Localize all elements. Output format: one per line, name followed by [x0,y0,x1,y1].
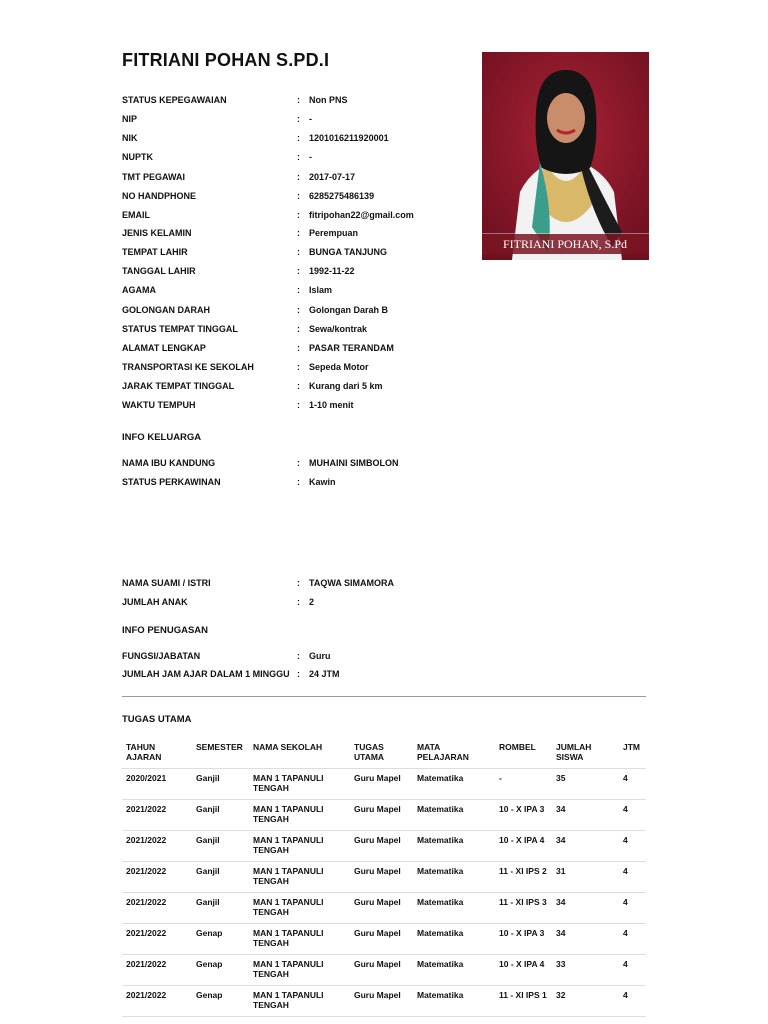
table-cell: Genap [192,924,249,955]
column-header: TUGAS UTAMA [350,738,413,769]
table-cell: 34 [552,831,619,862]
table-row [122,800,646,831]
table-cell: Guru Mapel [350,831,413,862]
table-cell: Ganjil [192,862,249,893]
field-waktu-tempuh: WAKTU TEMPUH : 1-10 menit [122,400,354,410]
table-cell: Genap [192,986,249,1017]
field-nuptk: NUPTK : - [122,152,312,162]
table-cell: 4 [619,924,646,955]
table-cell: 4 [619,893,646,924]
field-nama-suami-istri: NAMA SUAMI / ISTRI : TAQWA SIMAMORA [122,578,394,588]
field-no-handphone: NO HANDPHONE : 6285275486139 [122,191,375,201]
table-cell: 35 [552,769,619,800]
table-row [122,862,646,893]
field-status-kepegawaian: STATUS KEPEGAWAIAN : Non PNS [122,95,348,105]
table-cell: 2021/2022 [122,955,192,986]
table-cell: 4 [619,862,646,893]
table-cell: MAN 1 TAPANULI TENGAH [249,986,350,1017]
column-header: NAMA SEKOLAH [249,738,350,769]
table-header-row [122,738,646,769]
table-cell: 2021/2022 [122,800,192,831]
table-row [122,769,646,800]
table-cell: MAN 1 TAPANULI TENGAH [249,955,350,986]
field-tmt-pegawai: TMT PEGAWAI : 2017-07-17 [122,172,356,182]
profile-photo [482,52,649,260]
table-cell: 2021/2022 [122,924,192,955]
table-cell: Guru Mapel [350,800,413,831]
column-header: MATA PELAJARAN [413,738,495,769]
field-nip: NIP : - [122,114,312,124]
teacher-name: FITRIANI POHAN S.PD.I [122,50,330,70]
table-cell: Guru Mapel [350,769,413,800]
table-cell: 2021/2022 [122,831,192,862]
table-cell: MAN 1 TAPANULI TENGAH [249,769,350,800]
field-fungsi-jabatan: FUNGSI/JABATAN : Guru [122,651,331,661]
table-cell: Matematika [413,769,495,800]
column-header: TAHUN AJARAN [122,738,192,769]
field-tanggal-lahir: TANGGAL LAHIR : 1992-11-22 [122,266,355,276]
table-cell: MAN 1 TAPANULI TENGAH [249,893,350,924]
tugas-utama-table [122,738,646,1017]
table-cell: Matematika [413,862,495,893]
field-jenis-kelamin: JENIS KELAMIN : Perempuan [122,228,359,238]
table-row [122,955,646,986]
section-divider [122,696,646,697]
table-cell: 2020/2021 [122,769,192,800]
section-title-info-penugasan: INFO PENUGASAN [122,625,209,636]
table-cell: Matematika [413,924,495,955]
photo-caption: FITRIANI POHAN, S.Pd [502,237,628,251]
table-row [122,924,646,955]
table-cell: Matematika [413,800,495,831]
column-header: JTM [619,738,646,769]
table-cell: Ganjil [192,769,249,800]
table-cell: MAN 1 TAPANULI TENGAH [249,862,350,893]
table-cell: 33 [552,955,619,986]
table-cell: Matematika [413,893,495,924]
table-cell: 10 - X IPA 4 [495,831,552,862]
table-row [122,831,646,862]
table-cell: 2021/2022 [122,986,192,1017]
table-cell: Ganjil [192,893,249,924]
table-cell: 2021/2022 [122,893,192,924]
column-header: SEMESTER [192,738,249,769]
table-cell: 10 - X IPA 3 [495,924,552,955]
section-title-info-keluarga: INFO KELUARGA [122,432,202,443]
table-cell: 4 [619,831,646,862]
table-cell: Matematika [413,955,495,986]
field-status-perkawinan: STATUS PERKAWINAN : Kawin [122,477,336,487]
table-row [122,986,646,1017]
table-cell: Ganjil [192,831,249,862]
table-cell: 4 [619,769,646,800]
table-cell: 10 - X IPA 3 [495,800,552,831]
field-jumlah-jam-ajar: JUMLAH JAM AJAR DALAM 1 MINGGU : 24 JTM [122,669,340,679]
table-cell: Ganjil [192,800,249,831]
field-alamat-lengkap: ALAMAT LENGKAP : PASAR TERANDAM [122,343,394,353]
field-status-tempat-tinggal: STATUS TEMPAT TINGGAL : Sewa/kontrak [122,324,368,334]
table-cell: 34 [552,800,619,831]
field-jumlah-anak: JUMLAH ANAK : 2 [122,597,315,607]
table-row [122,893,646,924]
field-golongan-darah: GOLONGAN DARAH : Golongan Darah B [122,305,389,315]
table-cell: MAN 1 TAPANULI TENGAH [249,800,350,831]
table-cell: Guru Mapel [350,986,413,1017]
table-cell: Guru Mapel [350,924,413,955]
field-jarak-tempat-tinggal: JARAK TEMPAT TINGGAL : Kurang dari 5 km [122,381,383,391]
table-cell: Guru Mapel [350,955,413,986]
table-cell: 10 - X IPA 4 [495,955,552,986]
column-header: JUMLAH SISWA [552,738,619,769]
table-cell: Guru Mapel [350,893,413,924]
table-cell: Matematika [413,986,495,1017]
table-cell: Genap [192,955,249,986]
field-nama-ibu-kandung: NAMA IBU KANDUNG : MUHAINI SIMBOLON [122,458,399,468]
column-header: ROMBEL [495,738,552,769]
table-cell: 32 [552,986,619,1017]
table-cell: Matematika [413,831,495,862]
field-email: EMAIL : fitripohan22@gmail.com [122,210,414,220]
section-title-tugas-utama: TUGAS UTAMA [122,714,192,725]
field-nik: NIK : 1201016211920001 [122,133,389,143]
table-cell: 11 - XI IPS 2 [495,862,552,893]
table-cell: 4 [619,986,646,1017]
table-cell: MAN 1 TAPANULI TENGAH [249,924,350,955]
table-cell: 31 [552,862,619,893]
field-tempat-lahir: TEMPAT LAHIR : BUNGA TANJUNG [122,247,387,257]
table-cell: 4 [619,955,646,986]
table-cell: 34 [552,924,619,955]
field-agama: AGAMA : Islam [122,285,333,295]
table-cell: MAN 1 TAPANULI TENGAH [249,831,350,862]
table-cell: 34 [552,893,619,924]
field-transportasi: TRANSPORTASI KE SEKOLAH : Sepeda Motor [122,362,369,372]
table-cell: 4 [619,800,646,831]
table-cell: 11 - XI IPS 3 [495,893,552,924]
table-cell: 11 - XI IPS 1 [495,986,552,1017]
table-cell: Guru Mapel [350,862,413,893]
table-cell: 2021/2022 [122,862,192,893]
table-cell: - [495,769,552,800]
